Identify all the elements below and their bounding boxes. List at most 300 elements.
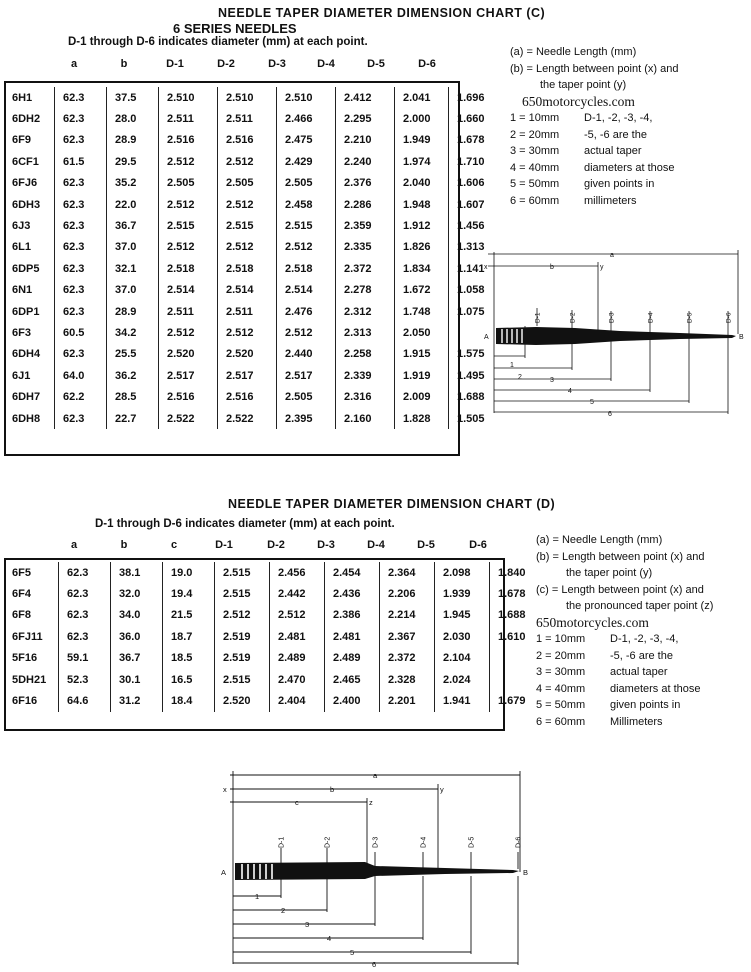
legend-b: (b) = Length between point (x) and <box>536 550 705 563</box>
value-cell: 61.5 <box>55 151 107 172</box>
value-cell: 62.3 <box>55 258 107 279</box>
label-a: a <box>610 252 614 259</box>
table-row <box>4 322 502 343</box>
value-cell: 2.512 <box>159 151 218 172</box>
value-cell: 2.519 <box>215 626 270 647</box>
value-cell: 2.295 <box>336 108 395 129</box>
value-cell: 1.575 <box>457 348 485 361</box>
value-cell: 31.2 <box>111 690 163 711</box>
column-header: b <box>120 539 128 551</box>
table-row <box>4 626 544 647</box>
legend-value: Millimeters <box>610 715 663 728</box>
legend-line <box>536 631 713 648</box>
value-cell: 2.328 <box>380 669 435 690</box>
value-cell: 34.2 <box>107 322 159 343</box>
value-cell: 1.696 <box>457 91 485 104</box>
value-cell: 2.520 <box>218 344 277 365</box>
value-cell: 37.5 <box>107 87 159 108</box>
value-cell: 18.7 <box>163 626 215 647</box>
value-cell: 2.512 <box>270 605 325 626</box>
value-cell: 1.912 <box>395 215 449 236</box>
legend-line <box>536 664 713 681</box>
value-cell: 16.5 <box>163 669 215 690</box>
value-cell: 2.518 <box>159 258 218 279</box>
value-cell: 2.512 <box>159 194 218 215</box>
table-row <box>4 690 544 711</box>
value-cell: 2.372 <box>380 648 435 669</box>
value-cell: 2.514 <box>277 280 336 301</box>
value-cell: 2.030 <box>435 626 490 647</box>
legend-value: -5, -6 are the <box>610 649 673 662</box>
needle-code-cell: 6J1 <box>4 365 55 386</box>
value-cell: 2.512 <box>218 151 277 172</box>
legend-line <box>510 110 678 127</box>
value-cell: 2.364 <box>380 562 435 583</box>
value-cell: 2.511 <box>218 301 277 322</box>
value-cell: 62.3 <box>55 237 107 258</box>
table-row <box>4 280 502 301</box>
value-cell: 1.456 <box>457 220 485 233</box>
needle-code-cell: 6F5 <box>4 562 59 583</box>
value-cell: 2.481 <box>270 626 325 647</box>
value-cell: 2.516 <box>218 386 277 407</box>
value-cell: 2.511 <box>159 108 218 129</box>
column-header: D-2 <box>217 58 235 70</box>
value-cell: 62.3 <box>55 194 107 215</box>
dimension-label: 2 <box>518 374 522 381</box>
legend-key: 3 = 30mm <box>536 666 586 678</box>
value-cell: 28.0 <box>107 108 159 129</box>
value-cell: 62.3 <box>59 562 111 583</box>
needle-code-cell: 6DH8 <box>4 408 55 429</box>
value-cell: 2.511 <box>218 108 277 129</box>
value-cell: 2.316 <box>336 386 395 407</box>
value-cell: 2.436 <box>325 583 380 604</box>
value-cell: 2.000 <box>395 108 449 129</box>
value-cell: 2.050 <box>395 322 449 343</box>
value-cell: 34.0 <box>111 605 163 626</box>
table-row <box>4 669 544 690</box>
legend-line <box>510 193 678 210</box>
value-cell: 2.512 <box>277 322 336 343</box>
legend-key: 1 = 10mm <box>536 633 586 645</box>
value-cell: 62.3 <box>59 605 111 626</box>
value-cell: 2.367 <box>380 626 435 647</box>
value-cell: 2.372 <box>336 258 395 279</box>
value-cell: 1.826 <box>395 237 449 258</box>
value-cell: 52.3 <box>59 669 111 690</box>
value-cell: 62.3 <box>55 215 107 236</box>
chart-c-table <box>4 87 502 429</box>
needle-code-cell: 6F3 <box>4 322 55 343</box>
legend-line <box>510 143 678 160</box>
value-cell: 1.606 <box>457 177 485 190</box>
end-label-a: A <box>484 334 489 341</box>
value-cell: 2.515 <box>159 215 218 236</box>
taper-point-label: D-4 <box>420 836 428 848</box>
chart-d-needle-diagram <box>215 768 535 968</box>
legend-value: given points in <box>584 178 655 190</box>
taper-point-label: D-2 <box>324 836 332 848</box>
legend-a: (a) = Needle Length (mm) <box>536 534 663 546</box>
value-cell: 1.941 <box>435 690 490 711</box>
dimension-label: 3 <box>305 920 310 929</box>
value-cell: 2.470 <box>270 669 325 690</box>
value-cell: 2.404 <box>270 690 325 711</box>
value-cell: 2.286 <box>336 194 395 215</box>
column-header: c <box>170 539 178 551</box>
table-row <box>4 108 502 129</box>
value-cell: 2.511 <box>159 301 218 322</box>
value-cell: 2.518 <box>218 258 277 279</box>
legend-c: (c) = Length between point (x) and <box>536 583 704 596</box>
value-cell: 2.339 <box>336 365 395 386</box>
needle-code-cell: 6DH3 <box>4 194 55 215</box>
value-cell: 62.3 <box>55 130 107 151</box>
value-cell: 1.313 <box>457 241 485 254</box>
label-x: x <box>484 264 488 271</box>
value-cell: 1.610 <box>498 630 526 643</box>
value-cell: 2.041 <box>395 87 449 108</box>
dimension-label: 1 <box>510 362 514 369</box>
value-cell: 2.412 <box>336 87 395 108</box>
legend-key: 4 = 40mm <box>536 682 586 695</box>
legend-value: actual taper <box>584 145 642 157</box>
value-cell: 2.335 <box>336 237 395 258</box>
value-cell: 2.515 <box>218 215 277 236</box>
dimension-label: 4 <box>327 934 332 943</box>
dimension-label: 5 <box>350 948 355 957</box>
dimension-label: 3 <box>550 377 554 384</box>
value-cell: 37.0 <box>107 280 159 301</box>
value-cell: 18.4 <box>163 690 215 711</box>
needle-code-cell: 6N1 <box>4 280 55 301</box>
value-cell: 2.515 <box>215 669 270 690</box>
legend-line <box>536 681 713 698</box>
value-cell: 2.510 <box>277 87 336 108</box>
value-cell: 2.442 <box>270 583 325 604</box>
value-cell: 36.7 <box>111 648 163 669</box>
value-cell: 2.376 <box>336 173 395 194</box>
value-cell: 1.678 <box>457 134 485 147</box>
value-cell: 1.495 <box>457 369 485 382</box>
value-cell: 18.5 <box>163 648 215 669</box>
value-cell: 2.515 <box>215 562 270 583</box>
column-header: D-6 <box>418 58 436 70</box>
needle-code-cell: 6H1 <box>4 87 55 108</box>
end-label-b: B <box>739 334 744 341</box>
value-cell: 1.688 <box>457 391 485 404</box>
value-cell: 2.481 <box>325 626 380 647</box>
dimension-label: 6 <box>608 411 612 418</box>
legend-key: 6 = 60mm <box>510 194 560 207</box>
chart-c-title: NEEDLE TAPER DIAMETER DIMENSION CHART (C) <box>218 6 546 20</box>
table-row <box>4 365 502 386</box>
table-row <box>4 583 544 604</box>
value-cell: 2.517 <box>277 365 336 386</box>
watermark: 650motorcycles.com <box>522 93 635 109</box>
table-row <box>4 237 502 258</box>
legend-b-cont: the taper point (y) <box>540 79 627 91</box>
value-cell: 2.515 <box>277 215 336 236</box>
needle-code-cell: 6F16 <box>4 690 59 711</box>
value-cell: 1.949 <box>395 130 449 151</box>
end-label-b: B <box>523 868 529 877</box>
value-cell: 2.009 <box>395 386 449 407</box>
legend-key: 5 = 50mm <box>510 178 560 190</box>
value-cell: 2.505 <box>218 173 277 194</box>
dimension-label: 5 <box>590 399 594 406</box>
column-header: D-6 <box>469 539 487 551</box>
label-y: y <box>600 264 604 271</box>
legend-line <box>536 714 713 731</box>
value-cell: 2.240 <box>336 151 395 172</box>
value-cell: 2.510 <box>218 87 277 108</box>
value-cell: 22.7 <box>107 408 159 429</box>
value-cell: 2.201 <box>380 690 435 711</box>
value-cell: 2.098 <box>435 562 490 583</box>
value-cell: 25.5 <box>107 344 159 365</box>
table-row <box>4 151 502 172</box>
column-header: D-5 <box>417 539 435 551</box>
chart-c-legend <box>510 44 678 209</box>
value-cell: 2.522 <box>159 408 218 429</box>
value-cell: 2.104 <box>435 648 490 669</box>
value-cell: 2.514 <box>159 280 218 301</box>
value-cell: 1.834 <box>395 258 449 279</box>
value-cell: 29.5 <box>107 151 159 172</box>
value-cell: 59.1 <box>59 648 111 669</box>
value-cell: 1.075 <box>457 305 485 318</box>
watermark: 650motorcycles.com <box>536 614 649 630</box>
value-cell: 1.915 <box>395 344 449 365</box>
needle-code-cell: 6F8 <box>4 605 59 626</box>
table-row <box>4 194 502 215</box>
column-header: a <box>70 58 78 70</box>
legend-value: millimeters <box>584 194 637 207</box>
value-cell: 1.710 <box>457 155 485 168</box>
table-row <box>4 648 544 669</box>
needle-code-cell: 6FJ6 <box>4 173 55 194</box>
legend-line <box>536 648 713 665</box>
legend-value: diameters at those <box>584 161 675 174</box>
value-cell: 28.5 <box>107 386 159 407</box>
value-cell: 1.058 <box>457 284 485 297</box>
legend-c-cont: the pronounced taper point (z) <box>566 600 714 612</box>
needle-code-cell: 6DP5 <box>4 258 55 279</box>
value-cell: 2.512 <box>218 237 277 258</box>
value-cell: 1.672 <box>395 280 449 301</box>
value-cell: 1.660 <box>457 113 485 126</box>
needle-code-cell: 6DH4 <box>4 344 55 365</box>
value-cell: 1.945 <box>435 605 490 626</box>
value-cell: 38.1 <box>111 562 163 583</box>
value-cell: 62.3 <box>55 301 107 322</box>
column-header: D-4 <box>367 539 385 551</box>
value-cell: 2.312 <box>336 301 395 322</box>
taper-point-label: D-1 <box>278 836 286 848</box>
legend-line <box>536 697 713 714</box>
dimension-label: 6 <box>372 960 377 968</box>
needle-code-cell: 6CF1 <box>4 151 55 172</box>
table-row <box>4 605 544 626</box>
value-cell: 62.3 <box>55 173 107 194</box>
taper-point-label: D-2 <box>569 312 577 323</box>
taper-point-label: D-1 <box>534 312 542 323</box>
chart-c-subtitle: D-1 through D-6 indicates diameter (mm) at each point. <box>68 36 368 48</box>
legend-value: D-1, -2, -3, -4, <box>584 112 653 124</box>
table-row <box>4 562 544 583</box>
value-cell: 2.454 <box>325 562 380 583</box>
value-cell: 1.141 <box>457 262 485 275</box>
value-cell: 2.516 <box>159 386 218 407</box>
column-header: D-3 <box>268 58 286 70</box>
value-cell: 1.678 <box>498 588 526 601</box>
value-cell: 2.520 <box>215 690 270 711</box>
table-row <box>4 386 502 407</box>
column-header: D-4 <box>317 58 335 70</box>
table-row <box>4 301 502 322</box>
value-cell: 2.160 <box>336 408 395 429</box>
value-cell: 2.040 <box>395 173 449 194</box>
legend-value: diameters at those <box>610 682 701 695</box>
value-cell: 28.9 <box>107 130 159 151</box>
value-cell: 2.440 <box>277 344 336 365</box>
legend-line <box>510 127 678 144</box>
dimension-label: 2 <box>281 906 286 915</box>
needle-code-cell: 6DH2 <box>4 108 55 129</box>
value-cell: 2.505 <box>277 386 336 407</box>
value-cell: 2.386 <box>325 605 380 626</box>
chart-d-legend <box>536 532 713 730</box>
column-header: a <box>70 539 78 551</box>
value-cell: 2.510 <box>159 87 218 108</box>
legend-value: actual taper <box>610 666 668 678</box>
label-x: x <box>223 785 227 794</box>
value-cell: 2.456 <box>270 562 325 583</box>
value-cell: 19.0 <box>163 562 215 583</box>
legend-key: 2 = 20mm <box>510 128 560 141</box>
value-cell: 2.458 <box>277 194 336 215</box>
value-cell: 2.516 <box>159 130 218 151</box>
value-cell: 22.0 <box>107 194 159 215</box>
taper-point-label: D-6 <box>725 312 733 323</box>
table-row <box>4 258 502 279</box>
value-cell: 62.3 <box>55 87 107 108</box>
value-cell: 1.919 <box>395 365 449 386</box>
value-cell: 1.948 <box>395 194 449 215</box>
value-cell: 1.939 <box>435 583 490 604</box>
value-cell: 2.515 <box>215 583 270 604</box>
value-cell: 2.518 <box>277 258 336 279</box>
value-cell: 2.466 <box>277 108 336 129</box>
chart-d-subtitle: D-1 through D-6 indicates diameter (mm) at each point. <box>95 518 395 530</box>
label-y: y <box>440 785 444 794</box>
legend-b: (b) = Length between point (x) and <box>510 62 679 75</box>
value-cell: 62.3 <box>55 408 107 429</box>
value-cell: 37.0 <box>107 237 159 258</box>
value-cell: 2.465 <box>325 669 380 690</box>
needle-code-cell: 5DH21 <box>4 669 59 690</box>
value-cell: 2.505 <box>159 173 218 194</box>
label-a: a <box>373 771 378 780</box>
legend-line <box>510 176 678 193</box>
value-cell: 2.512 <box>218 194 277 215</box>
value-cell: 2.489 <box>325 648 380 669</box>
value-cell: 21.5 <box>163 605 215 626</box>
value-cell: 62.3 <box>59 583 111 604</box>
column-header: D-3 <box>317 539 335 551</box>
needle-code-cell: 6F9 <box>4 130 55 151</box>
label-z: z <box>369 798 373 807</box>
value-cell: 1.974 <box>395 151 449 172</box>
legend-key: 5 = 50mm <box>536 699 586 711</box>
value-cell: 2.512 <box>277 237 336 258</box>
value-cell: 35.2 <box>107 173 159 194</box>
needle-code-cell: 5F16 <box>4 648 59 669</box>
value-cell: 19.4 <box>163 583 215 604</box>
taper-point-label: D-4 <box>647 312 655 323</box>
value-cell: 1.607 <box>457 198 485 211</box>
value-cell: 2.395 <box>277 408 336 429</box>
value-cell: 2.359 <box>336 215 395 236</box>
taper-point-label: D-5 <box>468 836 476 848</box>
value-cell: 1.505 <box>457 412 485 425</box>
table-row <box>4 408 502 429</box>
value-cell: 36.7 <box>107 215 159 236</box>
value-cell: 2.210 <box>336 130 395 151</box>
value-cell: 36.2 <box>107 365 159 386</box>
taper-point-label: D-6 <box>515 836 523 848</box>
table-row <box>4 87 502 108</box>
legend-value: -5, -6 are the <box>584 128 647 141</box>
value-cell: 30.1 <box>111 669 163 690</box>
needle-code-cell: 6F4 <box>4 583 59 604</box>
value-cell: 64.6 <box>59 690 111 711</box>
legend-key: 4 = 40mm <box>510 161 560 174</box>
table-row <box>4 130 502 151</box>
value-cell: 2.313 <box>336 322 395 343</box>
column-header: D-5 <box>367 58 385 70</box>
needle-code-cell: 6DP1 <box>4 301 55 322</box>
legend-key: 6 = 60mm <box>536 715 586 728</box>
value-cell: 28.9 <box>107 301 159 322</box>
legend-key: 3 = 30mm <box>510 145 560 157</box>
taper-point-label: D-3 <box>372 836 380 848</box>
chart-d-table <box>4 562 544 712</box>
value-cell: 2.512 <box>215 605 270 626</box>
needle-code-cell: 6L1 <box>4 237 55 258</box>
value-cell: 2.258 <box>336 344 395 365</box>
chart-d-title: NEEDLE TAPER DIAMETER DIMENSION CHART (D) <box>228 497 556 511</box>
value-cell: 62.3 <box>55 108 107 129</box>
table-row <box>4 344 502 365</box>
value-cell: 2.400 <box>325 690 380 711</box>
value-cell: 2.520 <box>159 344 218 365</box>
value-cell: 2.489 <box>270 648 325 669</box>
value-cell: 2.512 <box>218 322 277 343</box>
value-cell: 2.429 <box>277 151 336 172</box>
value-cell: 2.512 <box>159 237 218 258</box>
value-cell: 1.840 <box>498 566 526 579</box>
value-cell: 2.519 <box>215 648 270 669</box>
column-header: D-1 <box>215 539 233 551</box>
value-cell: 1.679 <box>498 695 526 708</box>
legend-a: (a) = Needle Length (mm) <box>510 46 637 58</box>
label-c: c <box>295 798 299 807</box>
chart-c-needle-diagram <box>480 248 748 420</box>
needle-code-cell: 6J3 <box>4 215 55 236</box>
